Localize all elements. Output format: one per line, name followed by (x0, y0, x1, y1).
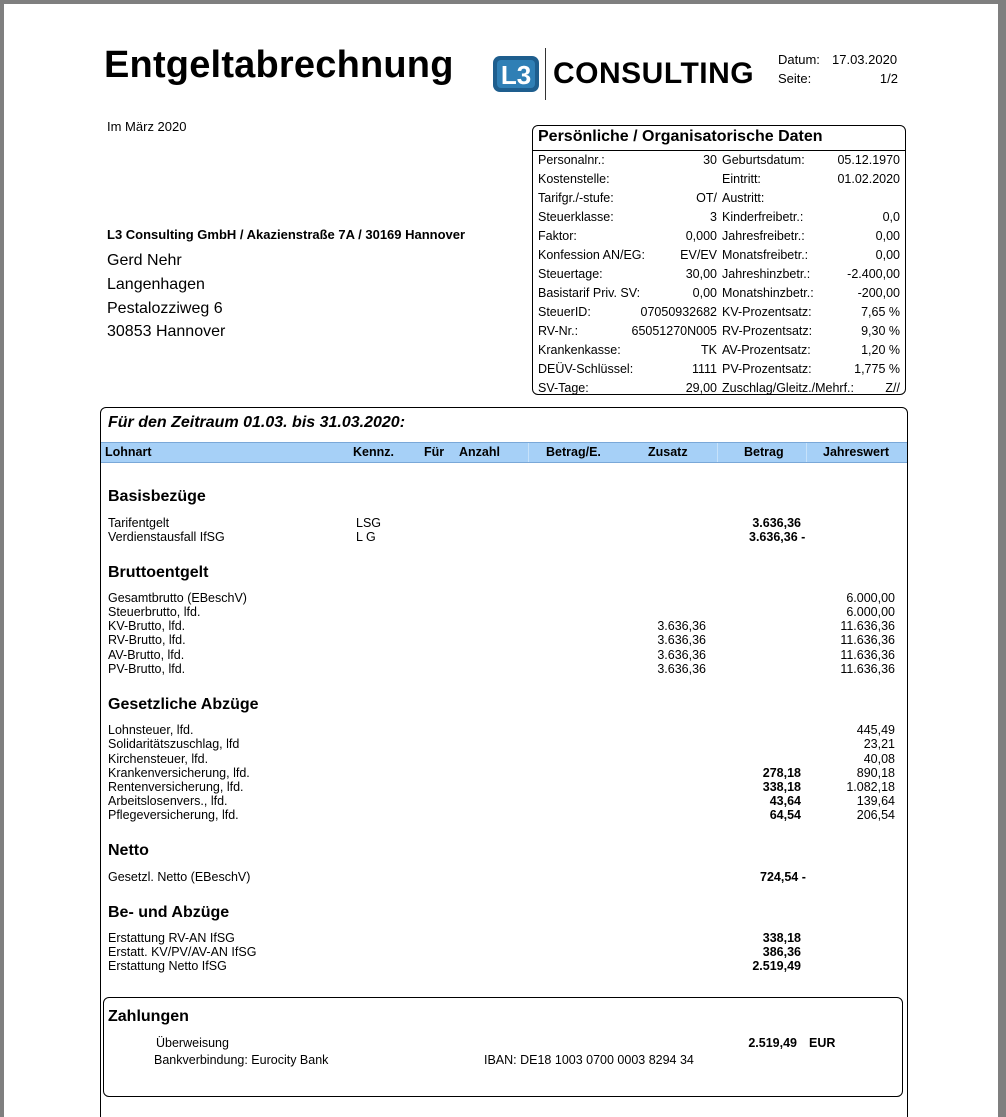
table-row: Verdienstausfall IfSG L G 3.636,36 - (108, 530, 806, 544)
table-row: Erstatt. KV/PV/AV-AN IfSG 386,36 (108, 945, 801, 959)
table-row: Gesetzl. Netto (EBeschV) 724,54 - (108, 870, 806, 884)
sender-line: L3 Consulting GmbH / Akazienstraße 7A / 30169 Hannover (107, 227, 466, 242)
date-label: Datum: (778, 52, 820, 67)
table-row: Arbeitslosenvers., lfd. 43,64 139,64 (108, 794, 895, 808)
table-header (101, 442, 907, 463)
personal-data-row: Konfession AN/EG: EV/EV Monatsfreibetr.: 0,00 (538, 248, 900, 262)
payslip-page (4, 4, 998, 1117)
logo-mark: L3 (500, 60, 532, 90)
table-row: Steuerbrutto, lfd. 6.000,00 (108, 605, 895, 619)
table-row: Solidaritätszuschlag, lfd 23,21 (108, 737, 895, 751)
personal-data-row: Krankenkasse: TK AV-Prozentsatz: 1,20 % (538, 343, 900, 357)
payroll-table-box (100, 407, 908, 1117)
table-row: Kirchensteuer, lfd. 40,08 (108, 752, 895, 766)
col-betrag-e: Betrag/E. (546, 445, 601, 459)
l3-logo-icon (493, 56, 539, 92)
personal-data-row: Steuerklasse: 3 Kinderfreibetr.: 0,0 (538, 210, 900, 224)
table-row: Krankenversicherung, lfd. 278,18 890,18 (108, 766, 895, 780)
recipient-street: Pestalozziweg 6 (107, 300, 223, 317)
personal-data-row: Kostenstelle: Eintritt: 01.02.2020 (538, 172, 900, 186)
table-row: Lohnsteuer, lfd. 445,49 (108, 723, 895, 737)
table-row: RV-Brutto, lfd. 3.636,36 11.636,36 (108, 633, 895, 647)
col-kennz: Kennz. (353, 445, 394, 459)
personal-data-box (532, 125, 906, 395)
personal-data-row: SteuerID: 07050932682 KV-Prozentsatz: 7,65 % (538, 305, 900, 319)
logo-text: CONSULTING (553, 57, 755, 90)
col-jahreswert: Jahreswert (823, 445, 890, 459)
table-row: Rentenversicherung, lfd. 338,18 1.082,18 (108, 780, 895, 794)
table-row: Tarifentgelt LSG 3.636,36 (108, 516, 801, 530)
payment-transfer-row: Überweisung 2.519,49 EUR (156, 1036, 836, 1050)
personal-data-row: Steuertage: 30,00 Jahreshinzbetr.: -2.400,00 (538, 267, 900, 281)
col-fuer: Für (424, 445, 445, 459)
personal-data-row: SV-Tage: 29,00 Zuschlag/Gleitz./Mehrf.: Z// (538, 381, 900, 395)
payments-title: Zahlungen (108, 1008, 189, 1025)
col-zusatz: Zusatz (648, 445, 688, 459)
personal-data-row: Tarifgr./-stufe: OT/ Austritt: (538, 191, 765, 205)
table-row: Pflegeversicherung, lfd. 64,54 206,54 (108, 808, 895, 822)
section-title: Bruttoentgelt (108, 564, 209, 581)
col-betrag: Betrag (744, 445, 784, 459)
table-row: Gesamtbrutto (EBeschV) 6.000,00 (108, 591, 895, 605)
page-label: Seite: (778, 71, 812, 86)
payments-box (103, 997, 903, 1097)
col-lohnart: Lohnart (105, 445, 152, 459)
period-heading: Für den Zeitraum 01.03. bis 31.03.2020: (108, 414, 406, 431)
recipient-line2: Langenhagen (107, 276, 205, 293)
period-note: Im März 2020 (107, 119, 187, 134)
document-title: Entgeltabrechnung (104, 44, 454, 86)
section-title: Gesetzliche Abzüge (108, 696, 259, 713)
personal-data-row: Personalnr.: 30 Geburtsdatum: 05.12.1970 (538, 153, 900, 167)
section-title: Netto (108, 842, 149, 859)
table-row: AV-Brutto, lfd. 3.636,36 11.636,36 (108, 648, 895, 662)
personal-data-row: RV-Nr.: 65051270N005 RV-Prozentsatz: 9,30 % (538, 324, 900, 338)
table-row: Erstattung Netto IfSG 2.519,49 (108, 959, 801, 973)
personal-data-row: DEÜV-Schlüssel: 1111 PV-Prozentsatz: 1,775 % (538, 362, 900, 376)
recipient-name: Gerd Nehr (107, 252, 182, 269)
payment-bank-row: Bankverbindung: Eurocity Bank IBAN: DE18 1003 0700 0003 8294 34 (154, 1053, 694, 1067)
recipient-city: 30853 Hannover (107, 323, 226, 340)
section-title: Be- und Abzüge (108, 904, 230, 921)
personal-data-title: Persönliche / Organisatorische Daten (538, 128, 823, 145)
page-value: 1/2 (879, 71, 898, 86)
table-row: Erstattung RV-AN IfSG 338,18 (108, 931, 801, 945)
col-anzahl: Anzahl (459, 445, 500, 459)
logo-divider (545, 48, 546, 100)
personal-data-divider (533, 150, 905, 151)
personal-data-row: Basistarif Priv. SV: 0,00 Monatshinzbetr.: -200,00 (538, 286, 900, 300)
table-row: KV-Brutto, lfd. 3.636,36 11.636,36 (108, 619, 895, 633)
date-value: 17.03.2020 (832, 52, 898, 67)
personal-data-row: Faktor: 0,000 Jahresfreibetr.: 0,00 (538, 229, 900, 243)
section-title: Basisbezüge (108, 488, 206, 505)
table-row: PV-Brutto, lfd. 3.636,36 11.636,36 (108, 662, 895, 676)
